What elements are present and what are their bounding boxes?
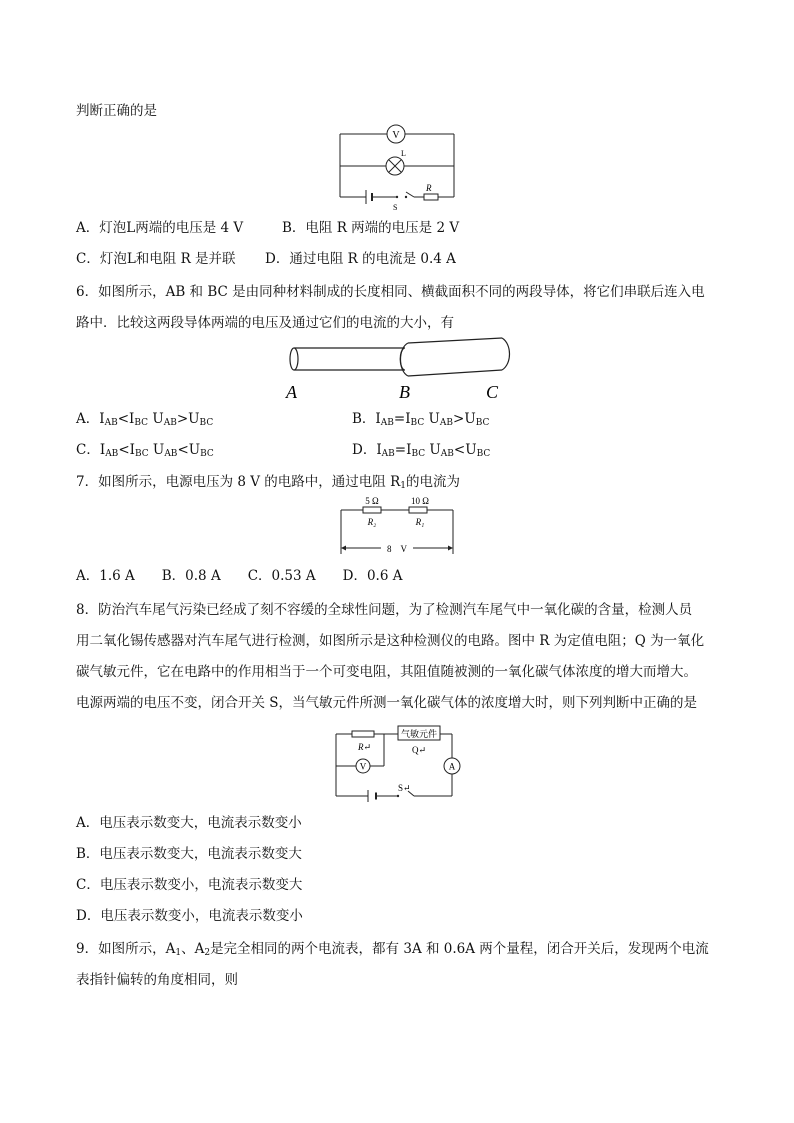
- voltage-symbol: U: [148, 442, 165, 458]
- supply-voltage-label: 8 V: [387, 544, 407, 554]
- voltage-symbol: U: [465, 442, 477, 458]
- voltage-symbol: U: [464, 411, 476, 427]
- q9-stem-line2: 表指针偏转的角度相同，则: [76, 972, 238, 988]
- voltmeter-label: V: [359, 761, 367, 772]
- relation: <: [118, 442, 130, 458]
- subscript: AB: [439, 418, 454, 428]
- current-symbol: I: [129, 411, 135, 427]
- q7-stem: [76, 472, 734, 496]
- subscript: AB: [164, 449, 178, 459]
- battery-icon: [368, 790, 376, 802]
- relation: <: [177, 442, 189, 458]
- q9-text: 是完全相同的两个电流表，都有 3A 和 0.6A 两个量程，闭合开关后，发现两个电流: [210, 941, 709, 957]
- option-prefix: A．: [76, 411, 100, 427]
- switch-label: S: [393, 203, 398, 212]
- subscript: AB: [381, 449, 395, 459]
- lamp-label: L: [401, 149, 406, 158]
- relation: >: [453, 411, 465, 427]
- subscript: AB: [105, 449, 119, 459]
- q8-option-b[interactable]: B．电压表示数变大，电流表示数变大: [76, 846, 302, 862]
- current-symbol: I: [375, 411, 381, 427]
- resistor-label: R: [426, 183, 432, 193]
- r2-value: 5 Ω: [365, 496, 379, 506]
- gas-sensor-q-label: Q↵: [412, 745, 427, 755]
- ammeter-label: A: [448, 761, 456, 772]
- q7-circuit-diagram: [335, 494, 460, 560]
- subscript: AB: [440, 449, 454, 459]
- q7-stem-text-end: 的电流为: [406, 474, 460, 490]
- relation: <: [117, 411, 130, 427]
- q5-circuit-diagram: [330, 122, 465, 212]
- option-prefix: C．: [76, 442, 100, 458]
- q6-option-d[interactable]: [352, 440, 490, 464]
- gas-sensor-label: 气敏元件: [400, 729, 438, 739]
- relation: <: [453, 442, 466, 458]
- subscript: BC: [475, 418, 490, 428]
- voltage-symbol: U: [425, 442, 441, 458]
- q9-text: 9．如图所示，A: [76, 941, 176, 957]
- battery-icon: [366, 190, 372, 204]
- resistor-r1-icon: [409, 507, 427, 513]
- subscript: BC: [134, 449, 149, 459]
- subscript: AB: [380, 418, 394, 428]
- subscript: BC: [199, 418, 214, 428]
- relation: >: [176, 411, 189, 427]
- point-b-label: B: [399, 382, 410, 402]
- voltage-symbol: U: [188, 411, 200, 427]
- subscript: 2: [204, 948, 211, 958]
- point-a-label: A: [286, 382, 297, 402]
- r2-label: R₂: [367, 517, 377, 527]
- r1-value: 10 Ω: [411, 496, 429, 506]
- resistor-icon: [424, 194, 438, 200]
- relation: =: [393, 411, 406, 427]
- q9-text: 、A: [181, 941, 205, 957]
- point-c-label: C: [486, 382, 499, 402]
- current-symbol: I: [99, 442, 106, 458]
- q8-option-d[interactable]: D．电压表示数变小，电流表示数变小: [76, 908, 303, 924]
- subscript: BC: [134, 418, 149, 428]
- voltage-symbol: U: [424, 411, 440, 427]
- option-prefix: B．: [352, 411, 376, 427]
- q5-option-d[interactable]: D．通过电阻 R 的电流是 0.4 A: [265, 251, 456, 267]
- subscript: BC: [200, 449, 214, 459]
- resistor-r2-icon: [363, 507, 381, 513]
- q6-option-a[interactable]: [76, 409, 213, 433]
- q8-stem-line4: 电源两端的电压不变，闭合开关 S，当气敏元件所测一氧化碳气体的浓度增大时，则下列判断中正确的是: [76, 695, 698, 711]
- current-symbol: I: [406, 442, 412, 458]
- q8-stem-line1: 8．防治汽车尾气污染已经成了刻不容缓的全球性问题，为了检测汽车尾气中一氧化碳的含量，检测人员: [76, 602, 693, 618]
- q6-stem-line1: 6．如图所示，AB 和 BC 是由同种材料制成的长度相同、横截面积不同的两段导体，将它们串联后连入电: [76, 284, 705, 300]
- q7-options[interactable]: A．1.6 A B．0.8 A C．0.53 A D．0.6 A: [76, 568, 403, 584]
- current-symbol: I: [405, 411, 411, 427]
- switch-icon: [397, 795, 399, 797]
- subscript: 1: [175, 948, 182, 958]
- q6-option-b[interactable]: [352, 409, 489, 433]
- q9-stem-line1: [76, 939, 734, 963]
- q5-option-c[interactable]: C．灯泡L和电阻 R 是并联: [76, 251, 236, 267]
- q6-stem-line2: 路中．比较这两段导体两端的电压及通过它们的电流的大小，有: [76, 315, 454, 331]
- current-symbol: I: [376, 442, 382, 458]
- voltage-symbol: U: [188, 442, 201, 458]
- q8-circuit-diagram: [328, 722, 468, 802]
- q6-option-c[interactable]: [76, 440, 214, 464]
- relation: =: [394, 442, 407, 458]
- subscript: AB: [163, 418, 177, 428]
- q7-stem-text: 7．如图所示，电源电压为 8 V 的电路中，通过电阻 R: [76, 474, 401, 490]
- subscript: BC: [410, 418, 425, 428]
- fixed-resistor-icon: [352, 731, 374, 737]
- q5-option-b[interactable]: B．电阻 R 两端的电压是 2 V: [282, 220, 460, 236]
- voltmeter-label: V: [392, 130, 400, 141]
- q8-stem-line2: 用二氧化锡传感器对汽车尾气进行检测，如图所示是这种检测仪的电路。图中 R 为定值电阻；Q 为一氧化: [76, 633, 705, 649]
- subscript: BC: [411, 449, 426, 459]
- switch-label: S↵: [398, 783, 411, 793]
- question-intro: 判断正确的是: [76, 103, 157, 119]
- q8-option-a[interactable]: A．电压表示数变大，电流表示数变小: [76, 815, 302, 831]
- voltage-symbol: U: [148, 411, 164, 427]
- q8-option-c[interactable]: C．电压表示数变小，电流表示数变大: [76, 877, 303, 893]
- q6-conductor-diagram: [280, 334, 515, 404]
- fixed-resistor-label: R↵: [358, 742, 372, 752]
- q5-option-a[interactable]: A．灯泡L两端的电压是 4 V: [76, 220, 244, 236]
- subscript: 1: [400, 481, 406, 491]
- switch-icon: [396, 196, 407, 198]
- q8-stem-line3: 碳气敏元件，它在电路中的作用相当于一个可变电阻，其阻值随被测的一氧化碳气体浓度的增大而增大。: [76, 664, 697, 680]
- subscript: AB: [104, 418, 118, 428]
- current-symbol: I: [129, 442, 135, 458]
- option-prefix: D．: [352, 442, 377, 458]
- lamp-icon: [386, 157, 404, 175]
- subscript: BC: [476, 449, 491, 459]
- r1-label: R₁: [415, 517, 425, 527]
- current-symbol: I: [99, 411, 105, 427]
